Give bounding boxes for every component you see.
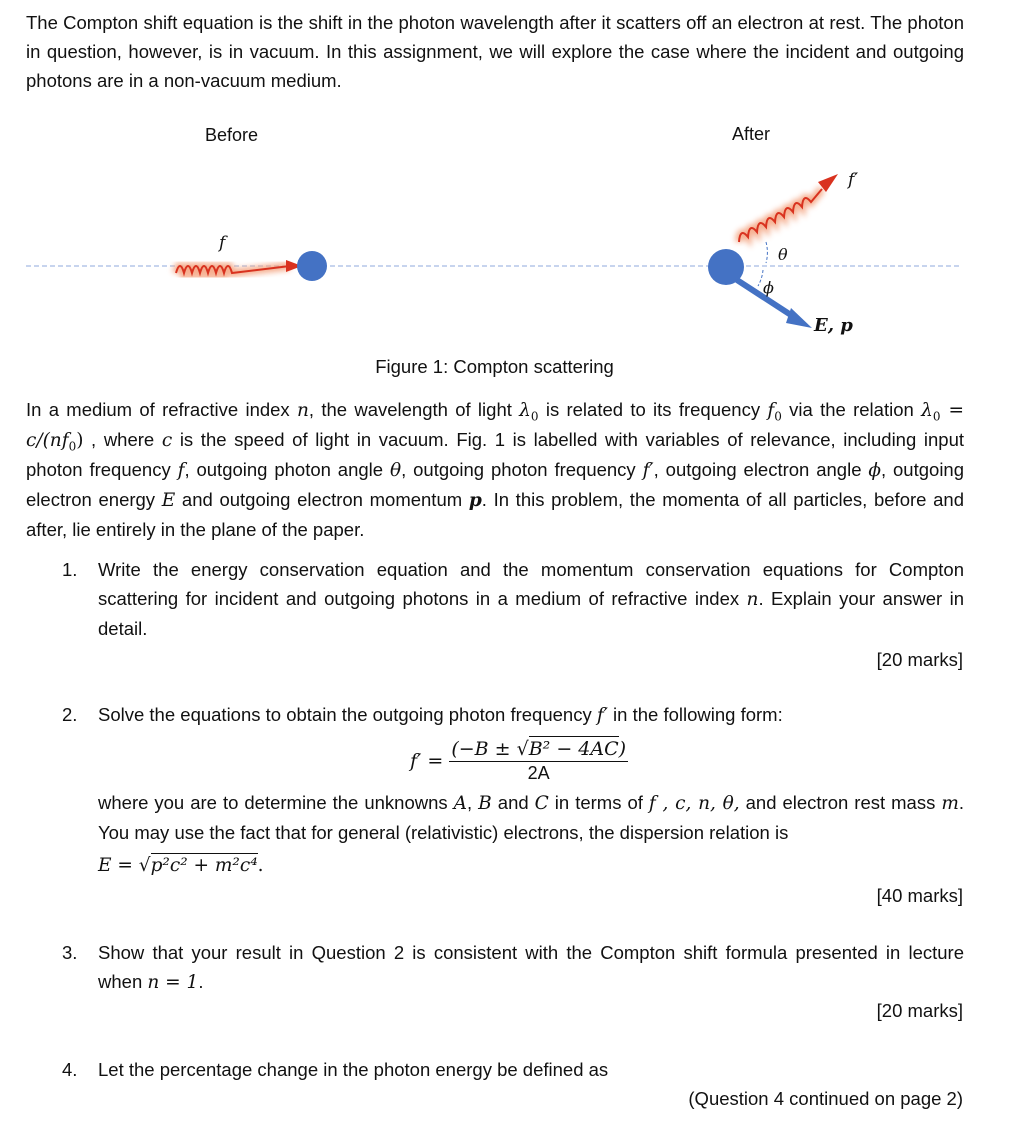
var-c: c bbox=[161, 430, 173, 451]
body-text: In a medium of refractive index bbox=[26, 399, 297, 420]
compton-diagram bbox=[0, 110, 1029, 350]
var-p: p bbox=[468, 490, 482, 511]
phi-label: ϕ bbox=[763, 278, 774, 297]
q3-text bbox=[98, 938, 964, 997]
q4-text: Let the percentage change in the photon energy be defined as bbox=[98, 1059, 609, 1080]
q3-number: 3. bbox=[62, 942, 78, 963]
body-text: , outgoing electron energy bbox=[26, 459, 965, 510]
body-text: . In this problem, the momenta of all particles, before and after, lie entirely in the plane of the paper. bbox=[26, 489, 964, 540]
q1-marks: [20 marks] bbox=[876, 649, 963, 670]
disp-radicand: p²c² + m²c⁴ bbox=[150, 855, 258, 876]
q1-text-a: Write the energy conservation equation and the momentum conservation equations for Compton scattering for incident and outgoing photons in a medium of refractive index bbox=[98, 559, 964, 609]
q2-text-g: and electron rest mass bbox=[739, 792, 942, 813]
eq-close: ) bbox=[76, 430, 84, 451]
body-text: and outgoing electron momentum bbox=[175, 489, 469, 510]
before-label: Before bbox=[205, 125, 259, 145]
var-phi: ϕ bbox=[868, 460, 881, 481]
body-text: , outgoing electron angle bbox=[653, 459, 869, 480]
body-text: , the wavelength of light bbox=[308, 399, 520, 420]
q2-text-c: where you are to determine the unknowns bbox=[98, 792, 454, 813]
disp-lhs: E = bbox=[98, 855, 139, 876]
q2-marks: [40 marks] bbox=[876, 885, 963, 906]
dispersion-relation bbox=[98, 852, 264, 879]
theta-label: θ bbox=[778, 245, 788, 264]
electron-before bbox=[297, 251, 327, 281]
body-text: , outgoing photon frequency bbox=[401, 459, 643, 480]
subscript-zero: 0 bbox=[932, 409, 941, 424]
sqrt-sign: √ bbox=[138, 855, 151, 876]
q2-body bbox=[98, 788, 964, 847]
var-A: A bbox=[453, 793, 468, 814]
ep-label: E, p bbox=[814, 315, 853, 336]
var-fprime: f′ bbox=[642, 460, 654, 481]
eq-radicand: B² − 4AC bbox=[528, 738, 619, 760]
var-theta: θ bbox=[389, 460, 402, 481]
q4-number: 4. bbox=[62, 1059, 78, 1080]
body-paragraph bbox=[26, 395, 964, 544]
q2-text-b: in the following form: bbox=[607, 704, 783, 725]
intro-paragraph: The Compton shift equation is the shift in the photon wavelength after it scatters off an electron at rest. The photon in question, however, is in vacuum. In this assignment, we will explore the case where the incident and outgoing photons are in a non-vacuum medium. bbox=[26, 12, 964, 91]
subscript-zero: 0 bbox=[530, 409, 539, 424]
q4-continued: (Question 4 continued on page 2) bbox=[688, 1088, 963, 1109]
f-label: f bbox=[219, 233, 226, 253]
var-n: n bbox=[746, 589, 759, 610]
eq-denominator: 2A bbox=[527, 763, 550, 783]
var-B: B bbox=[478, 793, 492, 814]
after-label: After bbox=[732, 124, 771, 144]
eq-num-b: ) bbox=[618, 738, 627, 760]
outgoing-electron-arrow bbox=[737, 280, 812, 328]
body-text: , where bbox=[83, 429, 162, 450]
compton-figure bbox=[0, 110, 1029, 350]
q2-text-f: in terms of bbox=[548, 792, 649, 813]
var-fprime: f′ bbox=[596, 705, 608, 726]
subscript-zero: 0 bbox=[774, 409, 782, 424]
theta-arc bbox=[766, 242, 767, 263]
q2-equation bbox=[410, 733, 628, 789]
var-f: f bbox=[177, 460, 185, 481]
q2-text-h: . You may use the fact that for general (relativistic) electrons, the dispersion relation is bbox=[98, 792, 965, 843]
q3-marks: [20 marks] bbox=[876, 1000, 963, 1021]
q1-number: 1. bbox=[62, 559, 78, 580]
var-E: E bbox=[161, 490, 176, 511]
subscript-zero: 0 bbox=[68, 439, 77, 454]
body-text: is related to its frequency bbox=[538, 399, 768, 420]
body-text: via the relation bbox=[781, 399, 914, 420]
eq-fraction bbox=[449, 738, 628, 784]
q2-text-d: , bbox=[467, 792, 479, 813]
q2-text-e: and bbox=[491, 792, 535, 813]
eq-num-a: (−B ± bbox=[451, 738, 517, 760]
eq-numerator bbox=[449, 738, 628, 762]
q3-condition: n = 1 bbox=[147, 972, 199, 993]
var-f0: f bbox=[767, 400, 775, 421]
q1-text-b: . Explain your answer in detail. bbox=[98, 588, 964, 639]
q1-text bbox=[98, 555, 964, 643]
outgoing-photon bbox=[739, 174, 838, 242]
body-text: is the speed of light in vacuum. Fig. 1 is labelled with variables of relevance, including input photon frequency bbox=[26, 429, 964, 480]
figure-caption: Figure 1: Compton scattering bbox=[375, 356, 614, 377]
eq-relation: = c/(nf bbox=[26, 400, 964, 451]
eq-lhs: f′ = bbox=[410, 750, 444, 772]
sqrt-sign: √ bbox=[516, 738, 529, 760]
body-text: , outgoing photon angle bbox=[184, 459, 390, 480]
eq-lambda: λ bbox=[921, 400, 933, 421]
var-lambda: λ bbox=[519, 400, 531, 421]
q2-vars: f , c, n, θ, bbox=[648, 793, 740, 814]
disp-end: . bbox=[257, 855, 264, 876]
f-prime-label: f′ bbox=[848, 170, 859, 190]
q3-text-b: . bbox=[198, 971, 204, 992]
q3-text-a: Show that your result in Question 2 is consistent with the Compton shift formula presented in lecture when bbox=[98, 942, 964, 992]
var-m: m bbox=[941, 793, 959, 814]
q2-number: 2. bbox=[62, 704, 78, 725]
var-C: C bbox=[534, 793, 549, 814]
q2-intro bbox=[98, 700, 964, 730]
var-n: n bbox=[296, 400, 309, 421]
q2-text-a: Solve the equations to obtain the outgoing photon frequency bbox=[98, 704, 597, 725]
